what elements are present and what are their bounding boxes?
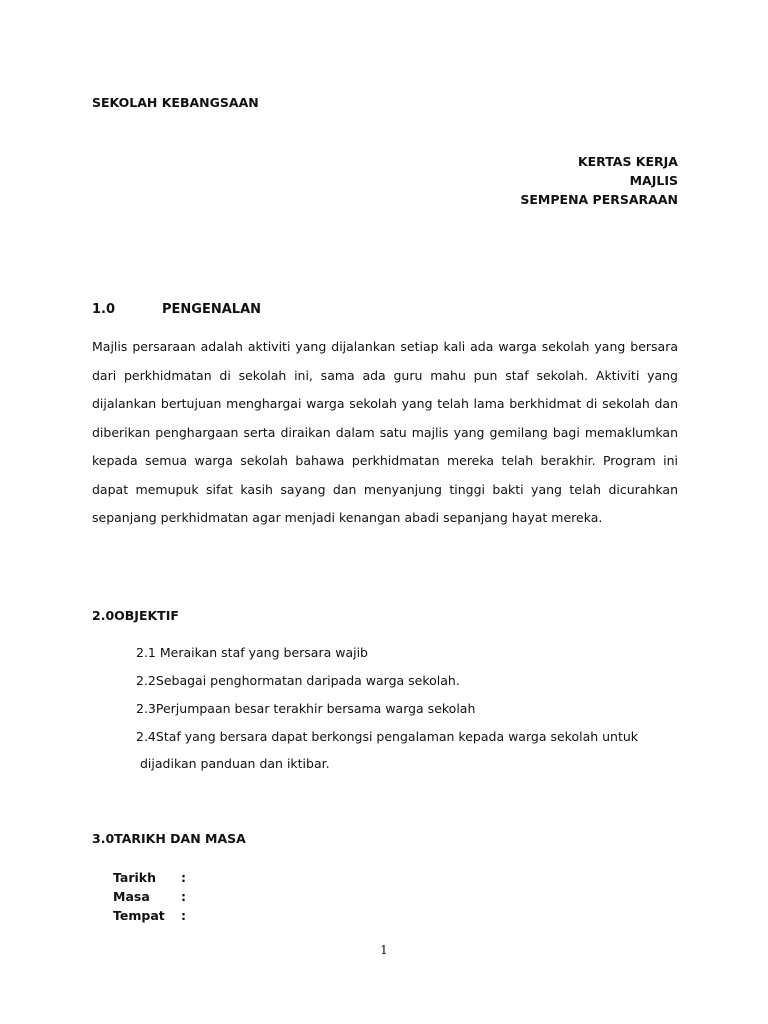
school-name: SEKOLAH KEBANGSAAN xyxy=(92,95,259,110)
info-separator: : xyxy=(181,870,186,885)
info-separator: : xyxy=(181,889,186,904)
title-line: SEMPENA PERSARAAN xyxy=(520,192,678,207)
objective-item: 2.1 Meraikan staf yang bersara wajib xyxy=(136,645,368,660)
objective-item: 2.4Staf yang bersara dapat berkongsi pengalaman kepada warga sekolah untuk xyxy=(136,729,639,744)
info-row-venue xyxy=(113,906,186,925)
info-separator: : xyxy=(181,908,186,923)
section-heading-objectives: 2.0OBJEKTIF xyxy=(92,608,179,623)
title-line: KERTAS KERJA xyxy=(577,154,678,169)
objective-item: 2.2Sebagai penghormatan daripada warga sekolah. xyxy=(136,673,460,688)
section-heading-introduction xyxy=(92,302,261,317)
info-label: Tempat xyxy=(113,908,165,923)
info-label: Masa xyxy=(113,889,150,904)
document-title xyxy=(520,152,678,209)
info-label: Tarikh xyxy=(113,870,157,885)
section-title: PENGENALAN xyxy=(162,302,262,317)
objectives-list xyxy=(136,643,676,755)
title-line: MAJLIS xyxy=(629,173,678,188)
introduction-paragraph: Majlis persaraan adalah aktiviti yang dijalankan setiap kali ada warga sekolah yang bersara dari perkhidmatan di sekolah ini, sama ada guru mahu pun staf sekolah. Aktiviti yang dijalankan bertujuan menghargai warga sekolah yang telah lama berkhidmat di sekolah dan diberikan penghargaan serta diraikan dalam satu majlis yang gemilang bagi memaklumkan kepada semua warga sekolah bahawa perkhidmatan mereka telah berakhir. Program ini dapat memupuk sifat kasih sayang dan menyanjung tinggi bakti yang telah dicurahkan sepanjang perkhidmatan agar menjadi kenangan abadi sepanjang hayat mereka. xyxy=(92,339,678,525)
event-info-table xyxy=(113,868,186,925)
info-row-date xyxy=(113,868,186,887)
page-number: 1 xyxy=(380,943,388,957)
objective-item-continuation: dijadikan panduan dan iktibar. xyxy=(140,756,330,771)
section-number: 1.0 xyxy=(92,302,116,317)
section-heading-date-time: 3.0TARIKH DAN MASA xyxy=(92,831,246,846)
info-row-time xyxy=(113,887,186,906)
objective-item: 2.3Perjumpaan besar terakhir bersama warga sekolah xyxy=(136,701,476,716)
